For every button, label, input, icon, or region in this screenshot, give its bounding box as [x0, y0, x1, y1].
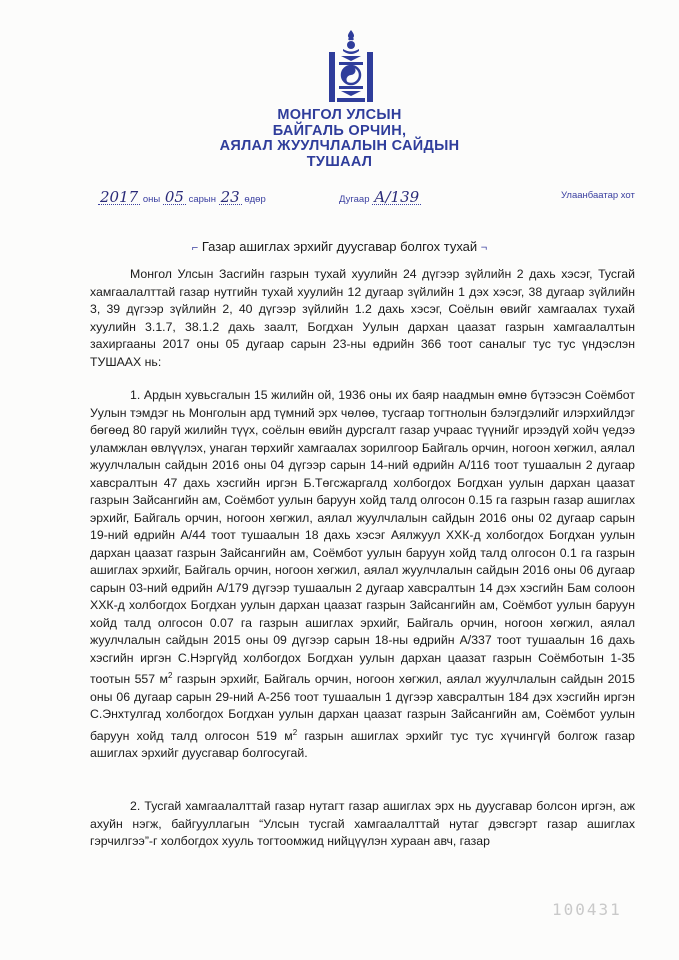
heading-line-2: БАЙГАЛЬ ОРЧИН, — [272, 122, 407, 139]
document-number — [339, 190, 421, 205]
clause-1-part-a: 1. Ардын хувьсгалын 15 жилийн ой, 1936 оны их баяр наадмын өмнө бүтээсэн Соёмбот Уулын тэмдэг нь Монголын ард түмний эрх чөлөө, тусгаар тогтнолын бэлэгдэлийг илэрхийлдэг бөгөөд 80 гаруй жилийн түүх, соёлын өвийн дурсгалт газар учраас түүнийг ирээдүй хойч үедээ уламжлан өвлүүлэх, унаган төрхийг хамгаалах зорилгоор Байгаль орчин, ногоон хөгжил, аялал жуулчлалын сайдын 2016 оны 04 дүгээр сарын 14-ний өдрийн А/116 тоот тушаалын 2 дугаар хавсралтын 47 дахь хэсгийн иргэн Б.Төгсжаргалд холбогдох Богдхан уулын дархан цаазат газрын Зайсангийн ам, Соёмбот уулын баруун хойд талд олгосон 0.15 га газрын газар ашиглах эрхийг, Байгаль орчин, ногоон хөгжил, аялал жуулчлалын сайдын 2016 оны 02 дугаар сарын 19-ний өдрийн А/44 тоот тушаалын 18 дахь хэсэг Аялжуул ХХК-д холбогдох Богдхан уулын дархан цаазат газрын Зайсангийн ам, Соёмбот уулын баруун хойд талд олгосон 0.1 га газрын ашиглах эрхийг, Байгаль орчин, ногоон хөгжил, аялал жуулчлалын сайдын 2016 оны 06 дугаар сарын 03-ний өдрийн А/179 дүгээр тушаалын 2 дугаар хавсралтын 14 дэх хэсгийн Бам солоон ХХК-д холбогдох Богдхан уулын дархан цаазат газрын Зайсангийн ам, Соёмбот уулын баруун хойд талд олгосон 0.07 га газрын ашиглах эрхийг, Байгаль орчин, ногоон хөгжил, аялал жуулчлалын сайдын 2015 оны 09 дүгээр сарын 18-ны өдрийн А/337 тоот тушаалын 16 дахь хэсгийн иргэн С.Нэргүйд холбогдох Богдхан уулын дархан цаазат газрын Соёмботын 1-35 тоотын 557 м — [90, 388, 635, 687]
clause-1-sup-2: 2 — [292, 727, 298, 737]
date-month-suffix: сарын — [188, 194, 216, 205]
subject-left-mark: ⌐ — [191, 242, 199, 254]
clause-1-paragraph — [90, 387, 635, 763]
page-stamp-number: 100431 — [552, 900, 622, 919]
clause-1-text — [90, 387, 635, 763]
clause-2-text: 2. Тусгай хамгаалалттай газар нутагт газар ашиглах эрх нь дуусгавар болсон иргэн, аж ахуйн нэгж, байгууллагын “Улсын тусгай хамгаалалттай нутаг дэвсгэрт газар ашиглах гэрчилгээ”-г холбогдох хууль тогтоомжид нийцүүлэн хураан авч, газар — [90, 799, 635, 848]
clause-2-paragraph — [90, 798, 635, 851]
document-date — [98, 190, 266, 205]
number-label: Дугаар — [339, 194, 370, 205]
ministry-heading — [0, 108, 679, 170]
subject-right-mark: ¬ — [480, 242, 488, 254]
heading-line-1: МОНГОЛ УЛСЫН — [277, 107, 402, 123]
document-subject — [0, 239, 679, 254]
heading-line-3: АЯЛАЛ ЖУУЛЧЛАЛЫН САЙДЫН — [219, 138, 460, 154]
clause-1-part-b: газрын эрхийг, Байгаль орчин, ногоон хөгжил, аялал жуулчлалын сайдын 2015 оны 06 дугаар сарын 29-ний А-256 тоот тушаалын 1 дүгээр хавсралтын 184 дэх хэсгийн иргэн С.Энхтулгад холбогдох Богдхан уулын дархан цаазат газрын Зайсангийн ам, Соёмбот уулын баруун хойд талд олгосон 519 м — [90, 672, 636, 743]
clause-1-part-c: газрын ашиглах эрхийг тус тус хүчингүй болгож газар ашиглах эрхийг дуусгавар болгосугай. — [90, 728, 635, 761]
date-day-suffix: өдөр — [244, 194, 266, 205]
subject-text: Газар ашиглах эрхийг дуусгавар болгох тухай — [201, 239, 478, 254]
preamble-paragraph — [90, 266, 635, 371]
document-type: ТУШААЛ — [306, 153, 373, 170]
number-value: А/139 — [374, 188, 420, 206]
document-city: Улаанбаатар хот — [561, 190, 635, 201]
date-year-suffix: оны — [142, 194, 161, 205]
clause-1-sup-1: 2 — [168, 671, 173, 680]
date-month: 05 — [164, 188, 184, 206]
date-day: 23 — [220, 188, 240, 206]
preamble-text: Монгол Улсын Засгийн газрын тухай хуулийн 24 дүгээр зүйлийн 2 дахь хэсэг, Тусгай хамгаалалттай газар нутгийн тухай хуулийн 12 дугаар зүйлийн 1 дэх хэсэг, 38 дугаар зүйлийн 3, 39 дүгээр зүйлийн 2, 40 дүгээр зүйлийн 1.2 дахь хэсэг, Соёлын өвийг хамгаалах тухай хуулийн 3.1.7, 38.1.2 дахь заалт, Богдхан Уулын дархан цаазат газрын хамгаалалтын захиргааны 2017 оны 05 дугаар сарын 23-ны өдрийн 366 тоот саналыг тус тус үндэслэн ТУШААХ нь: — [90, 267, 635, 369]
soyombo-emblem-icon — [327, 30, 375, 108]
date-year: 2017 — [100, 188, 139, 206]
